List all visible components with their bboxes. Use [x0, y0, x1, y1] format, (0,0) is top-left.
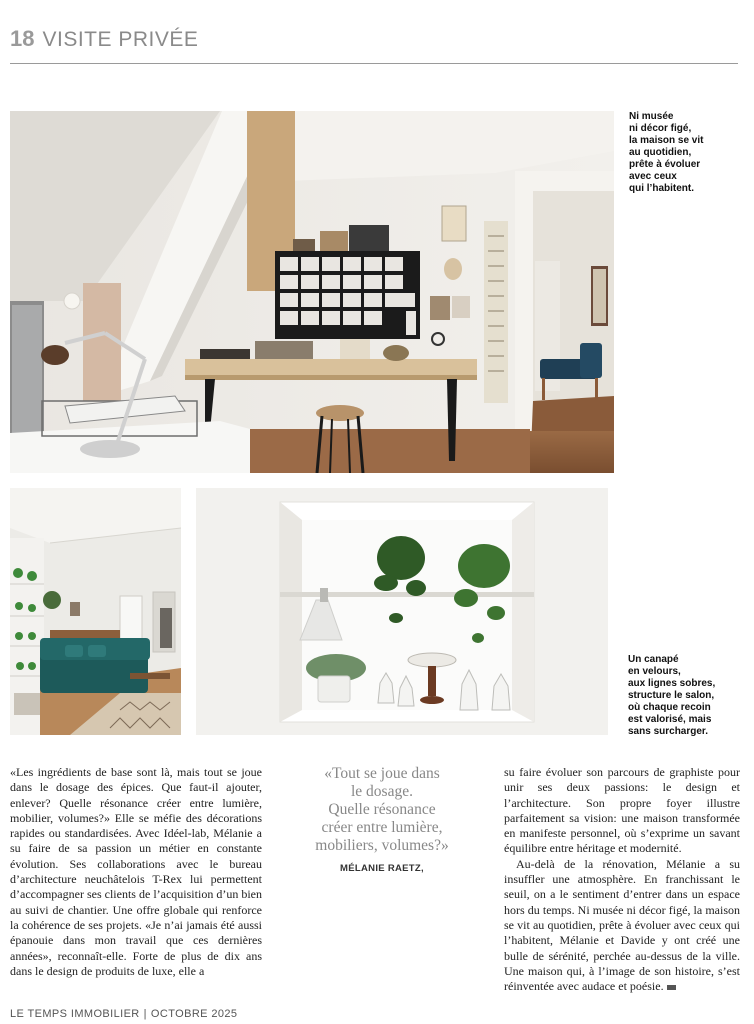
caption-line: Ni musée — [629, 111, 674, 122]
caption-line: qui l’habitent. — [629, 183, 694, 194]
photo-living-room — [10, 488, 181, 735]
page-number: 18 — [10, 26, 35, 51]
publication-name: LE TEMPS IMMOBILIER — [10, 1008, 140, 1020]
caption-line: avec ceux — [629, 171, 677, 182]
pull-quote-line: Quelle résonance — [328, 801, 436, 818]
caption-line: la maison se vit — [629, 135, 704, 146]
pull-quote-author: MÉLANIE RAETZ, — [340, 863, 424, 874]
caption-line: est valorisé, mais — [628, 714, 712, 725]
body-text: Au-delà de la rénovation, Mélanie a su insuffler une atmosphère. En franchissant le seuil, on a le sentiment d’entrer dans un espace hors du temps. Ni musée ni décor figé, la maison se vit au quotidien, prête à évoluer avec ceux qui l’habitent, Mélanie et Davide y ont créé une bulle de sérénité, perchée au-dessus de la ville. Une maison qui, à l’image de son histoire, s’est réinventée avec audace et poésie. — [504, 856, 740, 994]
section-title: VISITE PRIVÉE — [42, 28, 199, 51]
pull-quote-line: créer entre lumière, — [321, 819, 443, 836]
caption-line: Un canapé — [628, 654, 679, 665]
body-paragraph: «Les ingrédients de base sont là, mais tout se joue dans le dosage des épices. Que faut-il ajouter, enlever? Quelle résonance créer entre lumière, mobilier, volumes?» Elle se méfie des décorations rapides ou standardisées. Avec Idéel-lab, Mélanie a su faire de sa passion un métier en constante évolution. Ses collaborations avec le bureau d’architecture neuchâtelois T-Rex lui permettent d’accompagner ses clients de l’acquisition d’un bien au suivi de chantier. Une offre globale qui renforce la cohérence de ses projets. «Je n’ai jamais été aussi épanouie dans mon travail que ces dernières années», reconnaît-elle. Forte de plus de dix ans dans le design de produits de luxe, elle a — [10, 765, 262, 978]
body-column-3 — [504, 765, 740, 994]
body-column-1 — [10, 765, 262, 979]
living-room-illustration — [10, 488, 181, 735]
body-paragraph — [504, 857, 740, 995]
photo-attic-office — [10, 111, 614, 473]
pull-quote — [284, 765, 480, 855]
caption-line: sans surcharger. — [628, 726, 709, 737]
niche-illustration — [196, 488, 608, 735]
header-rule — [10, 63, 738, 64]
caption-line: aux lignes sobres, — [628, 678, 716, 689]
page-footer — [10, 1008, 237, 1020]
caption-line: ni décor figé, — [629, 123, 692, 134]
caption-line: en velours, — [628, 666, 681, 677]
pull-quote-line: «Tout se joue dans — [324, 765, 440, 782]
photo-niche-plants — [196, 488, 608, 735]
end-of-article-icon — [667, 985, 676, 990]
caption-bottom — [628, 654, 744, 738]
body-paragraph: su faire évoluer son parcours de graphiste pour unir ses deux passions: le design et l’architecture. Son propre foyer illustre parfaitement sa vision: une maison transformée en manifeste personnel, où s’exprime un savant équilibre entre héritage et modernité. — [504, 765, 740, 856]
caption-top — [629, 111, 744, 195]
footer-separator: | — [143, 1008, 147, 1020]
caption-line: où chaque recoin — [628, 702, 711, 713]
pull-quote-line: mobiliers, volumes?» — [315, 837, 449, 854]
pull-quote-line: le dosage. — [351, 783, 413, 800]
caption-line: prête à évoluer — [629, 159, 701, 170]
issue-date: OCTOBRE 2025 — [150, 1008, 238, 1020]
caption-line: structure le salon, — [628, 690, 715, 701]
page-header — [10, 26, 198, 56]
attic-office-illustration — [10, 111, 614, 473]
caption-line: au quotidien, — [629, 147, 692, 158]
